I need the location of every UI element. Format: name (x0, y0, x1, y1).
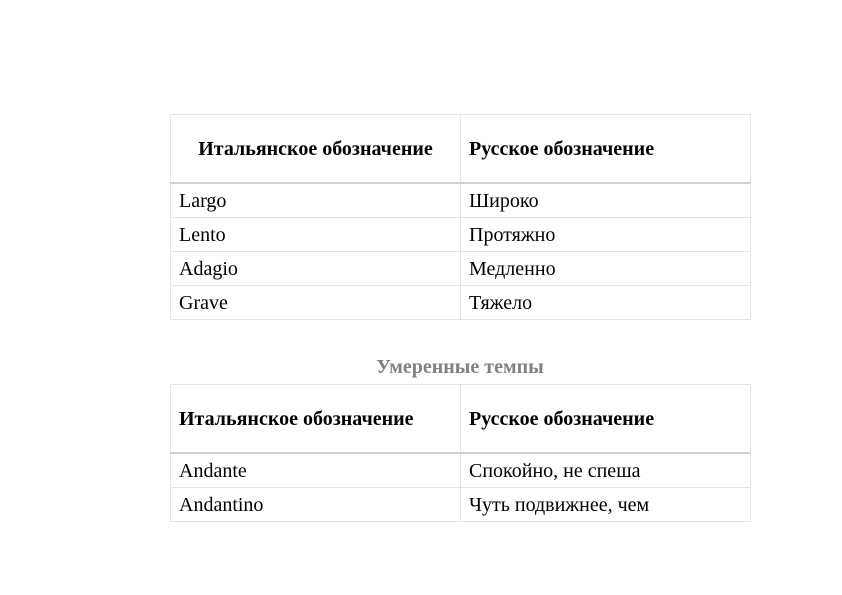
russian-term: Широко (461, 183, 751, 218)
column-header-italian: Итальянское обозначение (171, 115, 461, 184)
russian-term: Тяжело (461, 286, 751, 320)
table-row (171, 252, 751, 286)
table-row (171, 286, 751, 320)
russian-term: Спокойно, не спеша (461, 453, 751, 488)
italian-term: Adagio (171, 252, 461, 286)
column-header-russian: Русское обозначение (461, 115, 751, 184)
italian-term: Andante (171, 453, 461, 488)
column-header-italian: Итальянское обозначение (171, 385, 461, 454)
table-header-row (171, 385, 751, 454)
moderate-tempos-table (170, 384, 751, 522)
table-row (171, 183, 751, 218)
table-row (171, 453, 751, 488)
russian-term: Протяжно (461, 218, 751, 252)
russian-term: Медленно (461, 252, 751, 286)
italian-term: Andantino (171, 488, 461, 522)
table-row (171, 218, 751, 252)
italian-term: Grave (171, 286, 461, 320)
table-row (171, 488, 751, 522)
table-header-row (171, 115, 751, 184)
italian-term: Lento (171, 218, 461, 252)
column-header-russian: Русское обозначение (461, 385, 751, 454)
slow-tempos-table (170, 114, 751, 320)
italian-term: Largo (171, 183, 461, 218)
russian-term: Чуть подвижнее, чем (461, 488, 751, 522)
section-title-moderate-tempos: Умеренные темпы (376, 356, 544, 378)
